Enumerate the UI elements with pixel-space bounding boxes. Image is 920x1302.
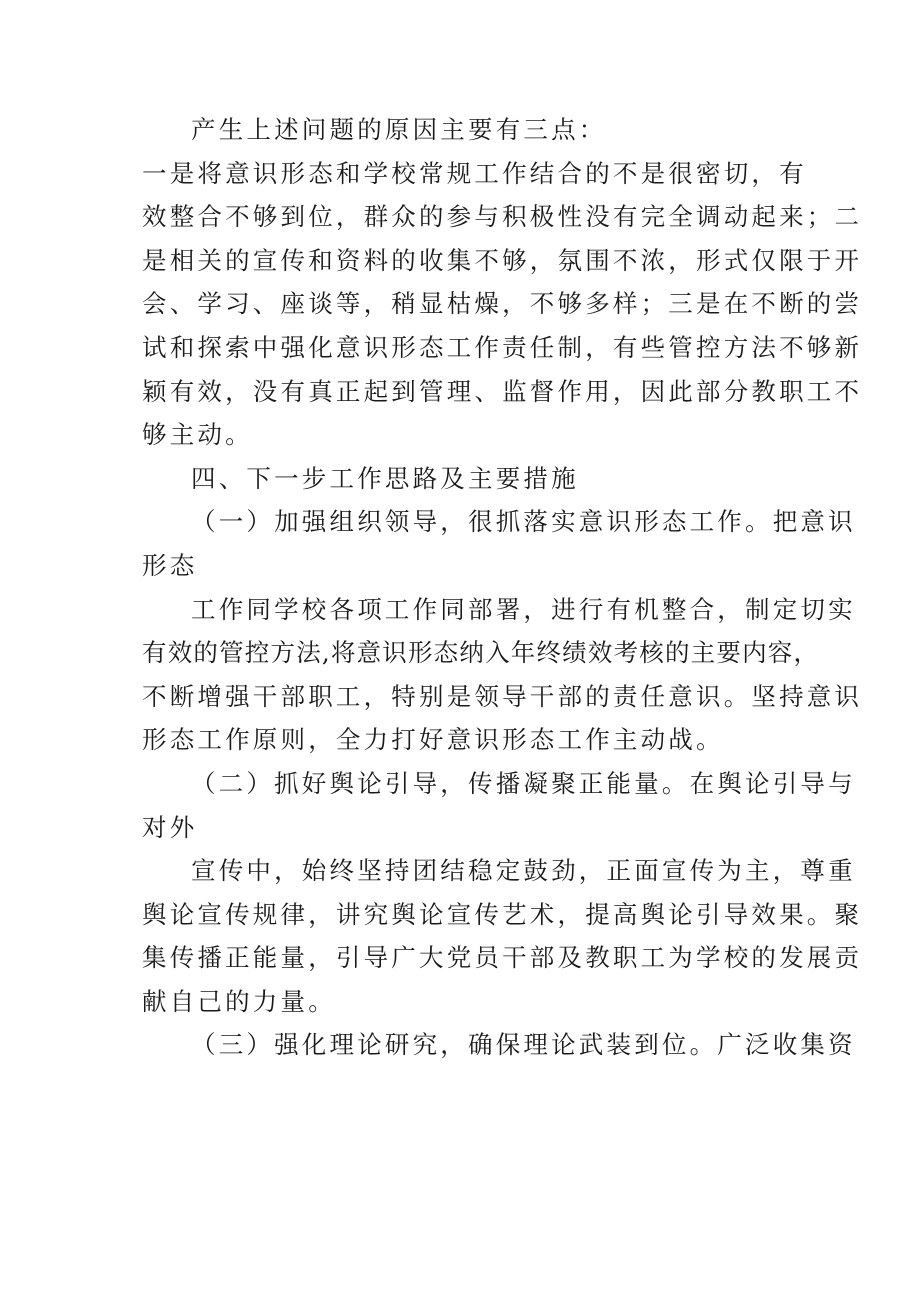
- paragraph-measure-three-heading: [142, 1023, 856, 1067]
- paragraph-measure-two-body: [142, 849, 863, 1023]
- text-line: 是相关的宣传和资料的收集不够，氛围不浓，形式仅限于开: [142, 245, 863, 275]
- text-line: （一）加强组织领导，很抓落实意识形态工作。把意识: [191, 507, 856, 537]
- text-line: 效整合不够到位，群众的参与积极性没有完全调动起来；二: [142, 202, 863, 232]
- text-line: 献自己的力量。: [142, 986, 336, 1016]
- document-body: [142, 108, 863, 1067]
- text-line: 舆论宣传规律，讲究舆论宣传艺术，提高舆论引导效果。聚: [142, 899, 863, 929]
- paragraph-measure-two-heading: [142, 762, 856, 849]
- text-line: 不断增强干部职工，特别是领导干部的责任意识。坚持意识: [142, 681, 863, 711]
- text-line: 形态: [142, 550, 198, 580]
- paragraph-measure-one-heading: [142, 500, 856, 587]
- text-line: 宣传中，始终坚持团结稳定鼓劲，正面宣传为主，尊重: [191, 856, 856, 886]
- text-line: 工作同学校各项工作同部署，进行有机整合，制定切实: [191, 594, 856, 624]
- paragraph-measure-one-body: [142, 588, 863, 762]
- text-line: 对外: [142, 812, 198, 842]
- paragraph-causes-detail: [142, 152, 863, 457]
- text-line: 试和探索中强化意识形态工作责任制，有些管控方法不够新: [142, 332, 863, 362]
- text-line: 有效的管控方法,将意识形态纳入年终绩效考核的主要内容，: [142, 638, 820, 668]
- text-line: 四、下一步工作思路及主要措施: [191, 463, 579, 493]
- text-line: 集传播正能量，引导广大党员干部及教职工为学校的发展贡: [142, 943, 863, 973]
- text-line: 产生上述问题的原因主要有三点：: [191, 115, 607, 144]
- section-heading: [142, 457, 782, 501]
- text-line: （三）强化理论研究，确保理论武装到位。广泛收集资: [191, 1030, 856, 1060]
- text-line: （二）抓好舆论引导，传播凝聚正能量。在舆论引导与: [191, 768, 856, 798]
- text-line: 会、学习、座谈等，稍显枯燥，不够多样；三是在不断的尝: [142, 289, 863, 319]
- text-line: 形态工作原则，全力打好意识形态工作主动战。: [142, 725, 724, 755]
- text-line: 够主动。: [142, 420, 253, 450]
- paragraph-causes-intro: [142, 108, 782, 152]
- text-line: 颖有效，没有真正起到管理、监督作用，因此部分教职工不: [142, 376, 863, 406]
- text-line: 一是将意识形态和学校常规工作结合的不是很密切，有: [142, 158, 807, 188]
